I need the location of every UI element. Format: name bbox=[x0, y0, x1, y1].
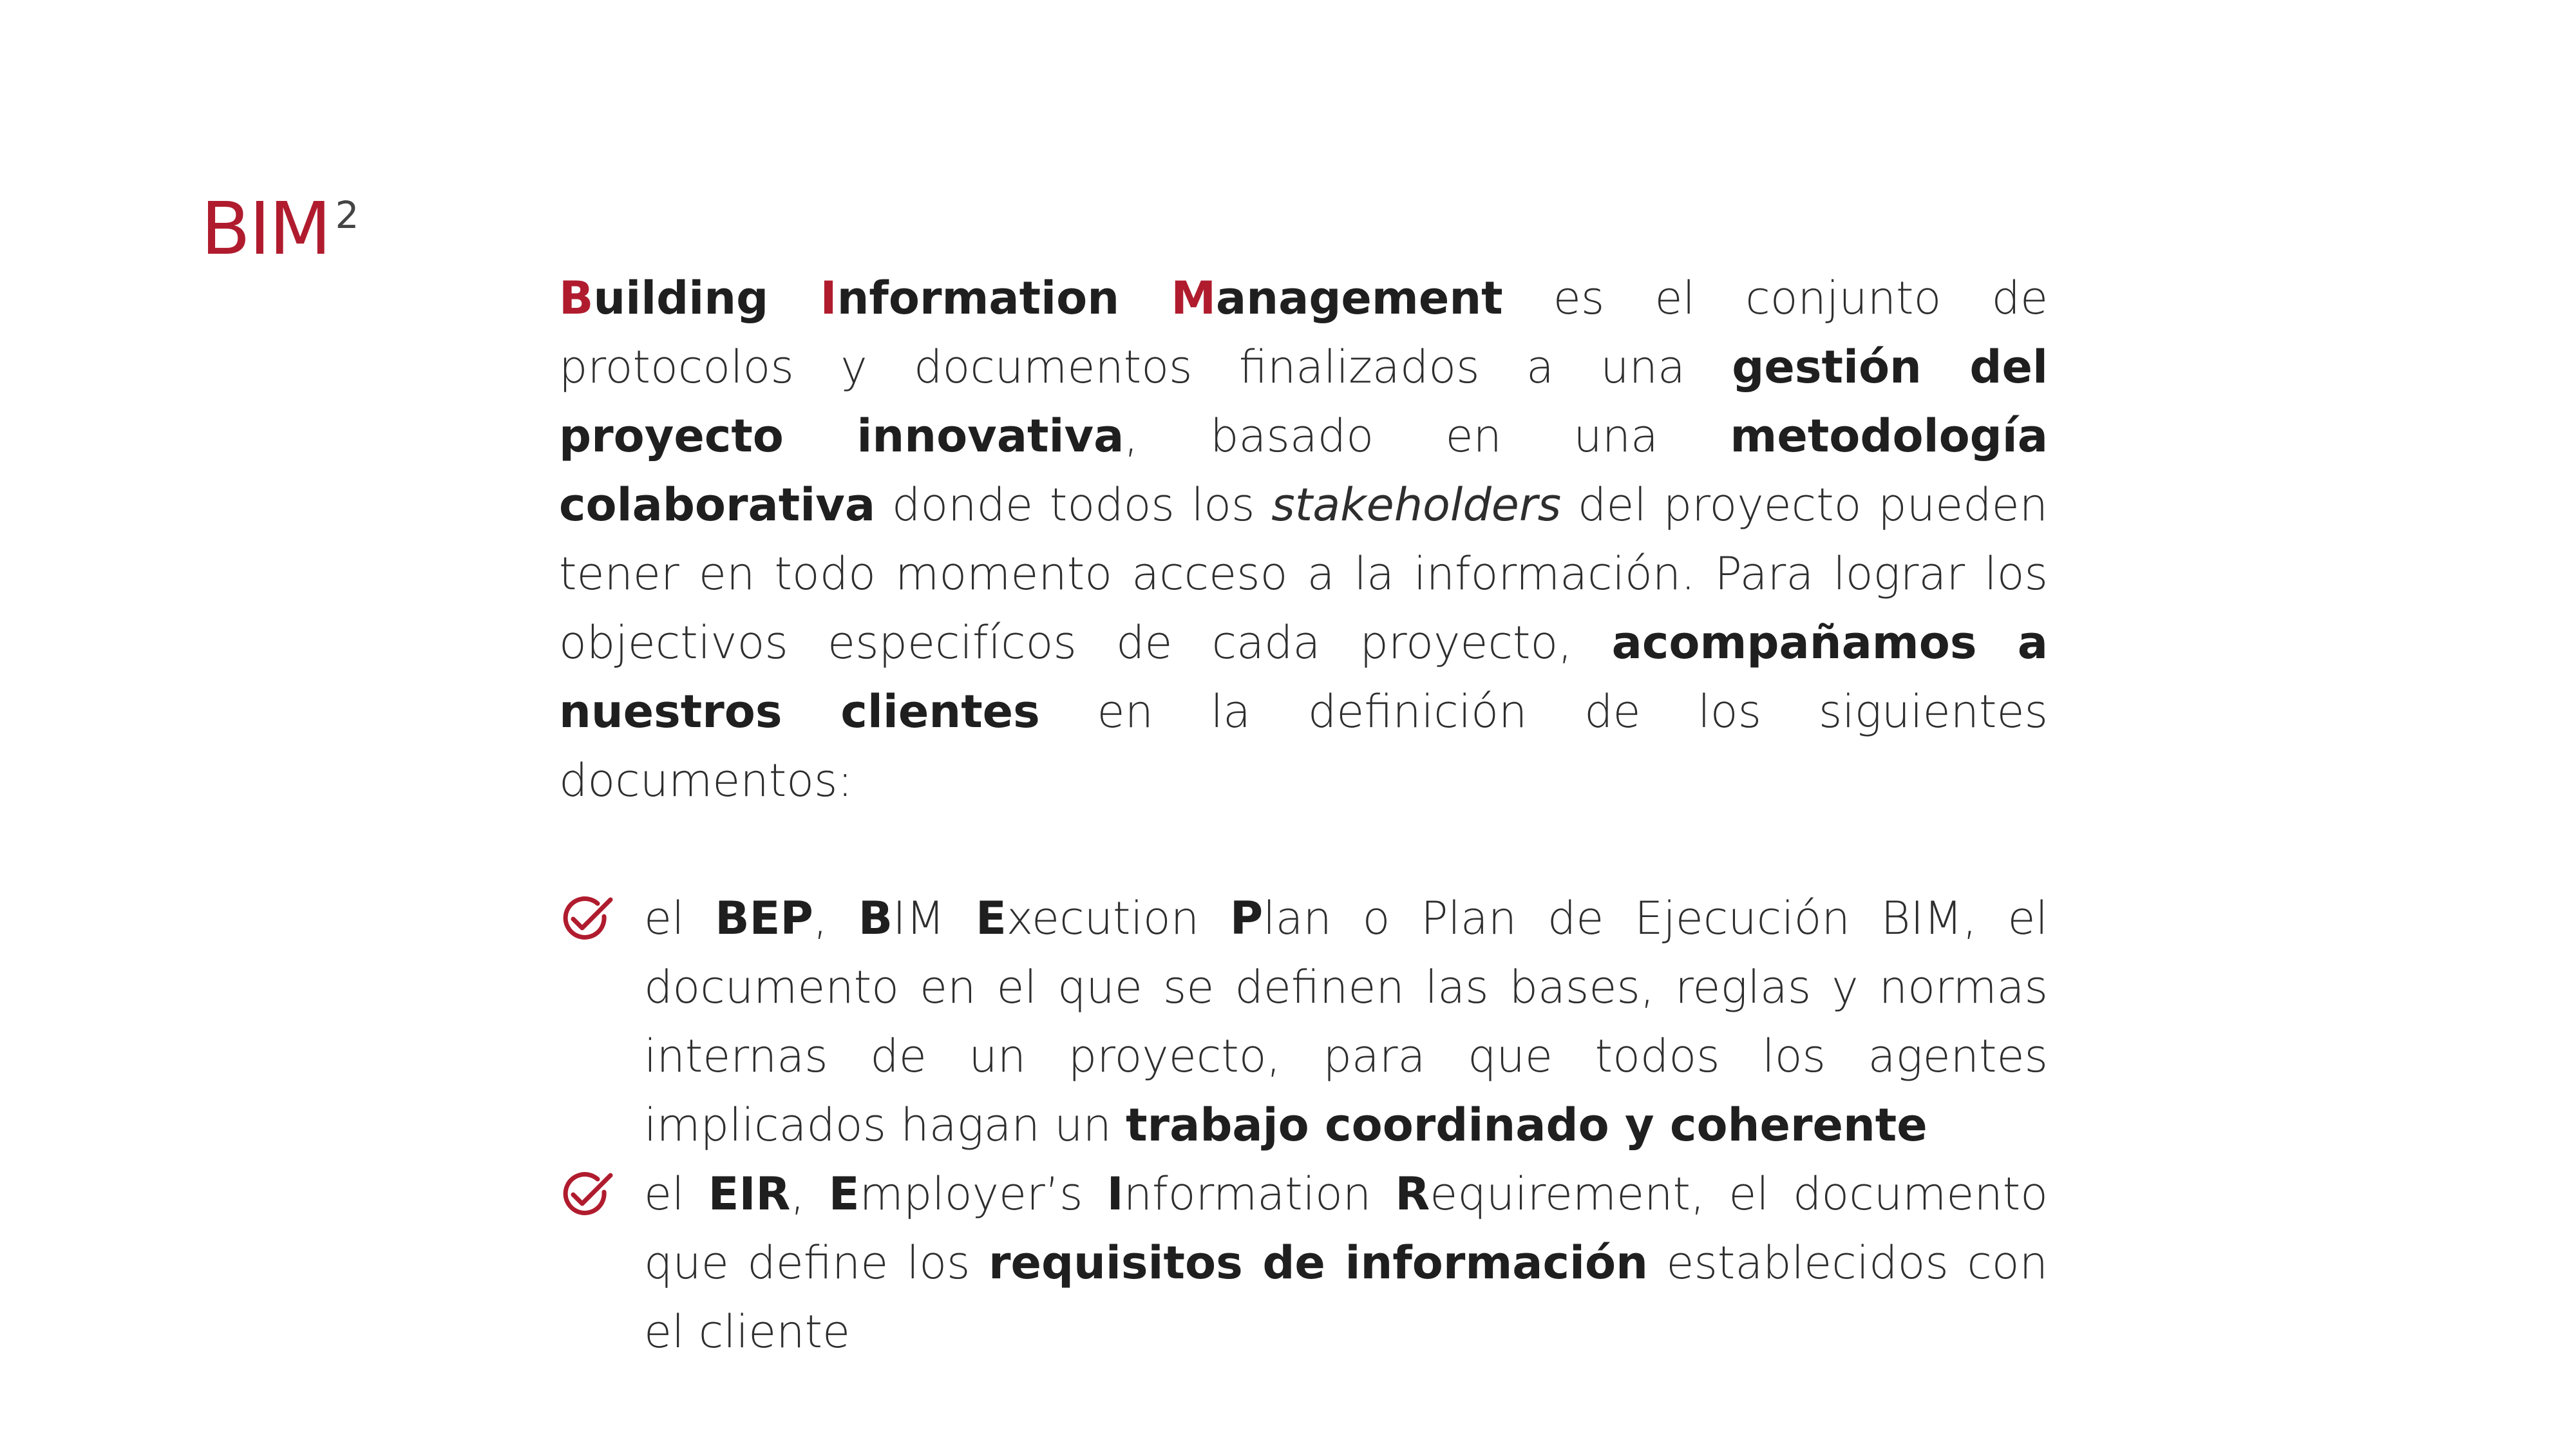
intro-term-rest: anagement bbox=[1216, 272, 1503, 325]
intro-text: del proyecto pueden tener en todo momento acceso a la información. Para lograr los objectivos especifícos de cada proyecto, bbox=[559, 478, 2049, 669]
intro-term-rest: nformation bbox=[837, 272, 1171, 325]
main-content bbox=[559, 264, 2048, 1367]
intro-initial-i: I bbox=[820, 272, 837, 325]
intro-text: en la definición de los siguientes documentos: bbox=[559, 685, 2048, 807]
item-bold: requisitos de información bbox=[988, 1236, 1648, 1289]
item-bold: trabajo coordinado y coherente bbox=[1126, 1099, 1927, 1151]
item-bold: EIR bbox=[708, 1168, 791, 1220]
item-text: establecidos con el cliente bbox=[644, 1236, 2048, 1358]
intro-bold: metodología colaborativa bbox=[559, 410, 2048, 531]
item-bold: P bbox=[1229, 892, 1264, 945]
documents-list bbox=[559, 884, 2048, 1367]
item-text: el bbox=[644, 892, 715, 945]
item-text: , bbox=[790, 1168, 829, 1220]
list-item-bep bbox=[559, 884, 2048, 1160]
item-bold: R bbox=[1395, 1168, 1430, 1220]
intro-initial-b: B bbox=[559, 272, 594, 325]
item-text: xecution bbox=[1006, 892, 1230, 945]
item-bold: E bbox=[975, 892, 1007, 945]
intro-bold: gestión del proyecto innovativa bbox=[559, 341, 2048, 462]
item-text: lan o Plan de Ejecución BIM, el documento en el que se definen las bases, reglas y normas internas de un proyecto, para que todos los agentes implicados hagan un bbox=[644, 892, 2049, 1151]
intro-paragraph bbox=[559, 264, 2048, 815]
item-bold: I bbox=[1106, 1168, 1124, 1220]
intro-text: donde todos los bbox=[875, 478, 1272, 531]
item-bold: E bbox=[828, 1168, 860, 1220]
intro-term-rest: uilding bbox=[593, 272, 820, 325]
item-text: equirement, el documento que define los bbox=[644, 1168, 2048, 1289]
item-text: el bbox=[644, 1168, 708, 1220]
item-text: , bbox=[813, 892, 858, 945]
intro-initial-m: M bbox=[1171, 272, 1217, 325]
logo-text: BIM bbox=[201, 187, 330, 271]
item-text: mployer’s bbox=[859, 1168, 1107, 1220]
logo-superscript: 2 bbox=[335, 193, 358, 237]
intro-italic: stakeholders bbox=[1271, 478, 1562, 531]
intro-text: es el conjunto de protocolos y documentos finalizados a una bbox=[559, 272, 2049, 393]
item-text: nformation bbox=[1123, 1168, 1396, 1220]
check-circle-icon bbox=[558, 895, 618, 946]
item-text: IM bbox=[893, 892, 976, 945]
item-bold: B bbox=[858, 892, 893, 945]
logo bbox=[201, 187, 358, 271]
intro-bold: acompañamos a nuestros clientes bbox=[559, 616, 2048, 738]
item-bold: BEP bbox=[715, 892, 813, 945]
intro-text: , basado en una bbox=[1124, 410, 1730, 462]
check-circle-icon bbox=[558, 1170, 618, 1222]
list-item-eir bbox=[559, 1160, 2048, 1367]
